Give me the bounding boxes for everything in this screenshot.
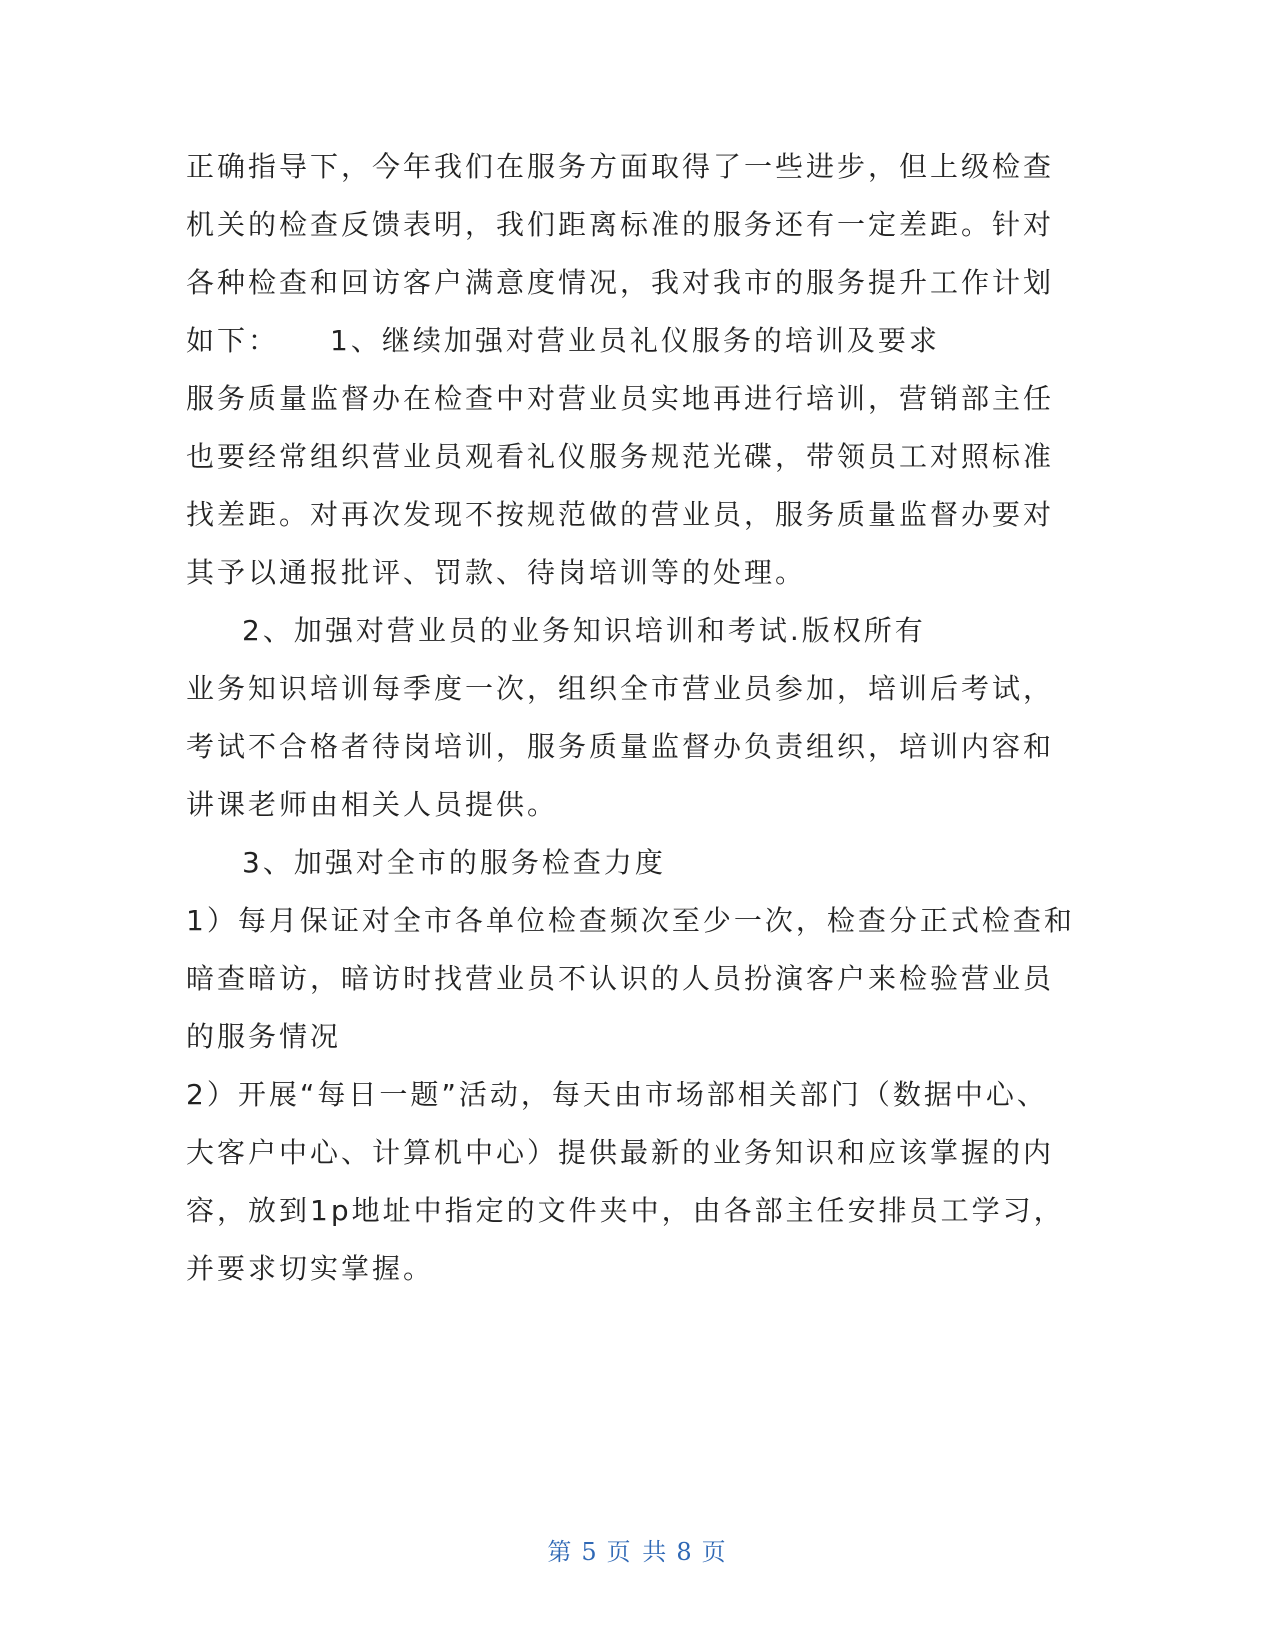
footer-middle: 页 共 bbox=[606, 1538, 669, 1566]
text-line: 服务质量监督办在检查中对营业员实地再进行培训，营销部主任 bbox=[186, 382, 1055, 415]
text-line: 业务知识培训每季度一次，组织全市营业员参加，培训后考试， bbox=[186, 672, 1055, 705]
text-line: 其予以通报批评、罚款、待岗培训等的处理。 bbox=[186, 556, 807, 589]
text-line: 各种检查和回访客户满意度情况，我对我市的服务提升工作计划 bbox=[186, 266, 1055, 299]
text-line: 正确指导下，今年我们在服务方面取得了一些进步，但上级检查 bbox=[186, 150, 1055, 183]
text-line-with-heading bbox=[186, 312, 1066, 370]
text-fragment: 如下： bbox=[186, 324, 280, 357]
text-line: 暗查暗访，暗访时找营业员不认识的人员扮演客户来检验营业员 bbox=[186, 962, 1055, 995]
text-line: 也要经常组织营业员观看礼仪服务规范光碟，带领员工对照标准 bbox=[186, 440, 1055, 473]
text-line: 1）每月保证对全市各单位检查频次至少一次，检查分正式检查和 bbox=[186, 904, 1075, 937]
text-line: 找差距。对再次发现不按规范做的营业员，服务质量监督办要对 bbox=[186, 498, 1055, 531]
text-line: 机关的检查反馈表明，我们距离标准的服务还有一定差距。针对 bbox=[186, 208, 1055, 241]
page-footer bbox=[0, 1532, 1275, 1567]
section-heading-3: 3、加强对全市的服务检查力度 bbox=[242, 846, 666, 879]
text-line: 讲课老师由相关人员提供。 bbox=[186, 788, 559, 821]
section-heading-1: 1、继续加强对营业员礼仪服务的培训及要求 bbox=[330, 324, 940, 357]
text-line: 大客户中心、计算机中心）提供最新的业务知识和应该掌握的内 bbox=[186, 1136, 1055, 1169]
footer-prefix: 第 bbox=[547, 1538, 574, 1566]
text-line: 2）开展“每日一题”活动，每天由市场部相关部门（数据中心、 bbox=[186, 1078, 1048, 1111]
footer-total-pages: 8 bbox=[676, 1538, 694, 1566]
text-line: 的服务情况 bbox=[186, 1020, 342, 1053]
text-line: 考试不合格者待岗培训，服务质量监督办负责组织，培训内容和 bbox=[186, 730, 1055, 763]
text-line: 容，放到1p地址中指定的文件夹中，由各部主任安排员工学习， bbox=[186, 1194, 1065, 1227]
text-line: 并要求切实掌握。 bbox=[186, 1252, 435, 1285]
section-heading-2: 2、加强对营业员的业务知识培训和考试.版权所有 bbox=[242, 614, 926, 647]
footer-suffix: 页 bbox=[701, 1538, 728, 1566]
footer-current-page: 5 bbox=[581, 1538, 599, 1566]
document-body bbox=[186, 138, 1075, 1298]
